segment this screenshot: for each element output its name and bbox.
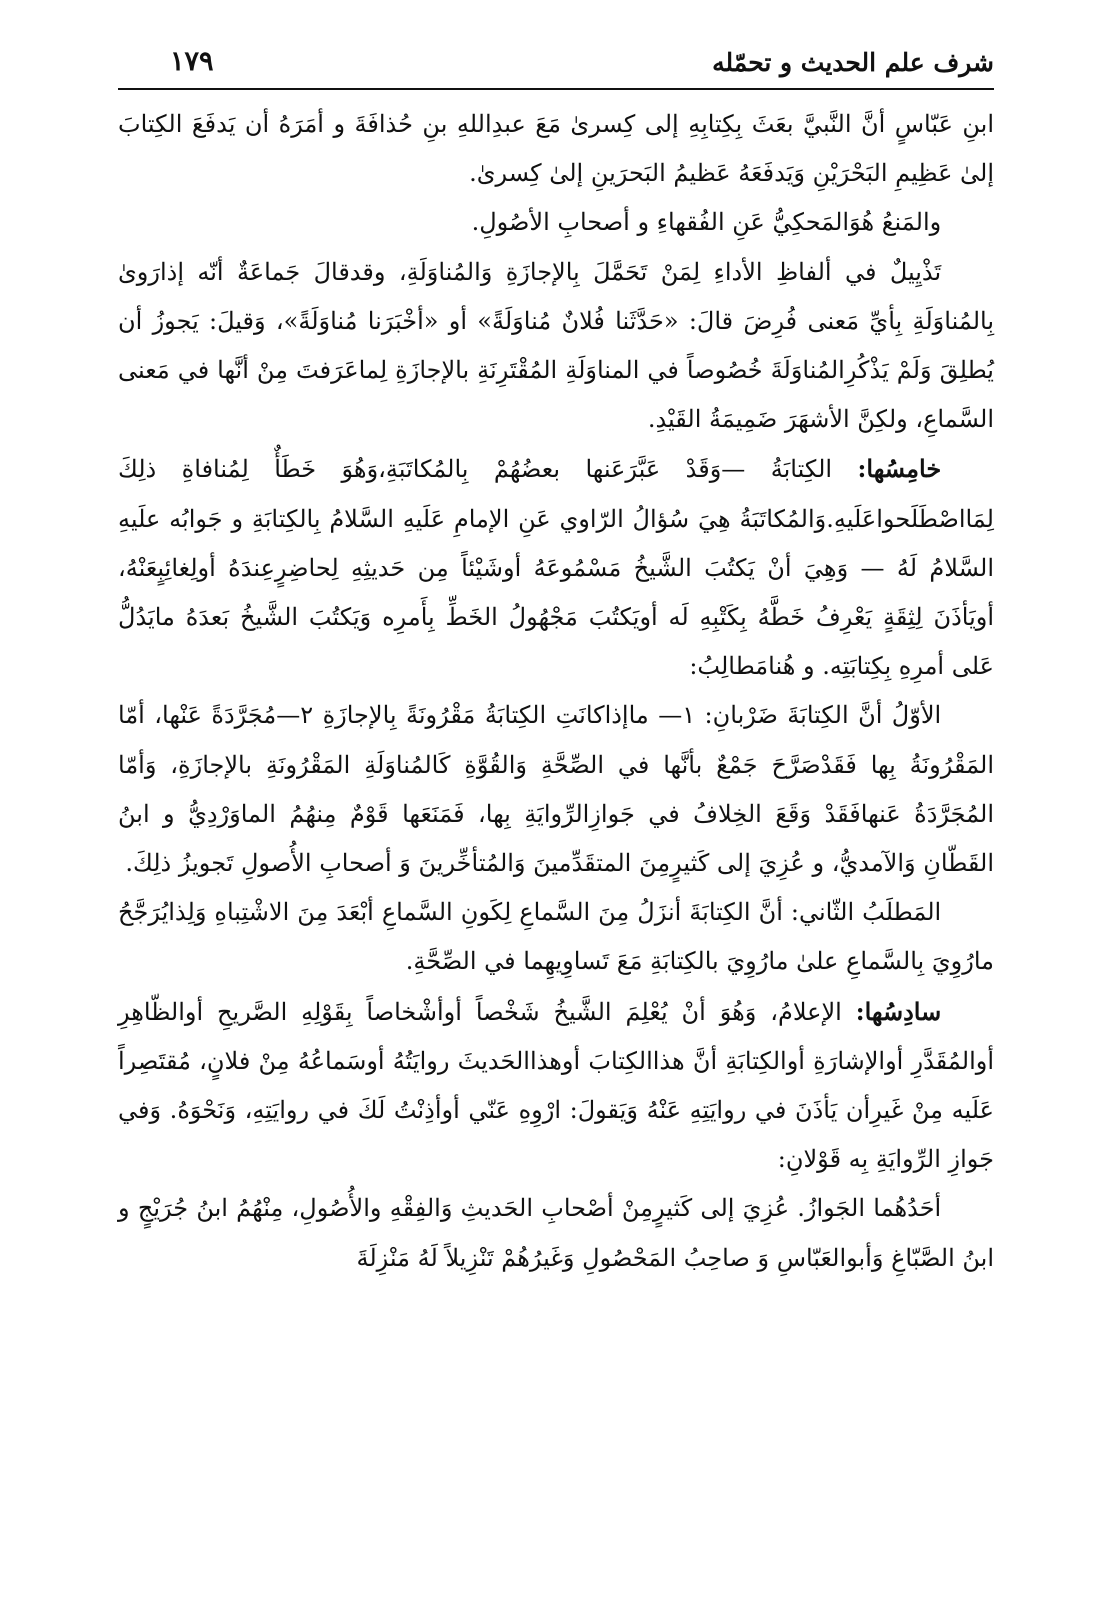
- paragraph-text: الإعلامُ، وَهُوَ أنْ يُعْلِمَ الشَّيخُ شَخْصاً أوأشْخاصاً بِقَوْلِهِ الصَّريحِ أوالظّاهِرِ أوالمُقَدَّرِ أوالإشارَةِ أوالكِتابَةِ أنَّ هذاالكِتابَ أوهذاالحَديثَ روايَتُهُ أوسَماعُهُ مِنْ فلانٍ، مُقتَصِراً عَلَيه مِنْ غَيرِأن يَأذَنَ في روايَتِهِ عَنْهُ وَيَقولَ: ارْوِهِ عَنّي أوأذِنْتُ لَكَ في روايَتِهِ، وَنَحْوَهُ. وَفي جَوازِ الرِّوايَةِ بِه قَوْلانِ:: [118, 997, 994, 1174]
- paragraph-text: الكِتابَةُ —وَقَدْ عَبَّرَعَنها بعضُهُمْ بِالمُكاتَبَةِ،وَهُوَ خَطَأٌ لِمُنافاةِ ذلِكَ لِمَااصْطَلَحواعَلَيهِ.وَالمُكاتَبَةُ هِيَ سُؤالُ الرّاوي عَنِ الإمامِ عَلَيهِ السَّلامُ بِالكِتابَةِ و جَوابُه علَيهِ السَّلامُ لَهُ — وَهِيَ أنْ يَكتُبَ الشَّيخُ مَسْمُوعَهُ أوشَيْئاً مِن حَديثِهِ لِحاضِرٍعِندَهُ أولِغائِبٍعَنْهُ، أويَأذَنَ لِثِقَةٍ يَعْرِفُ خَطَّهُ بِكَتْبِهِ لَه أويَكتُبَ مَجْهُولُ الخَطِّ بِأَمرِه وَيَكتُبَ الشَّيخُ بَعدَهُ مايَدُلُّ عَلى أمرِهِ بِكِتابَتِه. و هُنامَطالِبُ:: [118, 455, 994, 681]
- page-header: [118, 44, 994, 90]
- paragraph-text: ابنِ عَبّاسٍ أنَّ النَّبيَّ بعَثَ بِكِتابِهِ إلى كِسرىٰ مَعَ عبدِاللهِ بنِ حُذافَةَ و أمَرَهُ أن يَدفَعَ الكِتابَ إلىٰ عَظِيمِ البَحْرَيْنِ وَيَدفَعَهُ عَظيمُ البَحرَينِ إلىٰ كِسرىٰ.: [118, 110, 994, 188]
- paragraph: [118, 100, 994, 198]
- paragraph: [118, 198, 994, 247]
- paragraph-text: تَذْيِيلٌ في ألفاظِ الأداءِ لِمَنْ تَحَمَّلَ بِالإجازَةِ وَالمُناوَلَةِ، وقدقالَ جَماعَةٌ أنّه إذارَوىٰ بِالمُناوَلَةِ بِأيِّ مَعنى فُرِضَ قالَ: «حَدَّثَنا فُلانٌ مُناوَلَةً» أو «أخْبَرَنا مُناوَلَةً»، وَقيلَ: يَجوزُ أن يُطلِقَ وَلَمْ يَذْكُرِالمُناوَلَةَ خُصُوصاً في المناوَلَةِ المُقْتَرِنَةِ بالإجازَةِ لِماعَرَفتَ مِنْ أنَّها في مَعنى السَّماعِ، ولكِنَّ الأشهَرَ ضَمِيمَةُ القَيْدِ.: [118, 257, 995, 434]
- paragraph: [118, 888, 994, 986]
- paragraph: [118, 444, 994, 691]
- paragraph-text: أحَدُهُما الجَوازُ. عُزِيَ إلى كَثيرٍمِنْ أصْحابِ الحَديثِ وَالفِقْهِ والأُصُولِ، مِنْهُمُ ابنُ جُرَيْجٍ و ابنُ الصَّبّاغِ وَأبوالعَبّاسِ وَ صاحِبُ المَحْصُولِ وَغَيرُهُمْ تَنْزِيلاً لَهُ مَنْزِلَةَ: [118, 1194, 994, 1272]
- paragraph-text: والمَنعُ هُوَالمَحكِيُّ عَنِ الفُقهاءِ و أصحابِ الأصُولِ.: [471, 208, 942, 237]
- section-lead: سادِسُها:: [855, 996, 942, 1026]
- section-lead: خامِسُها:: [857, 454, 942, 484]
- main-text: [118, 100, 994, 1283]
- paragraph: [118, 1184, 994, 1282]
- paragraph: [118, 987, 994, 1185]
- running-title: شرف علم الحديث و تحمّله: [712, 48, 994, 77]
- paragraph: [118, 248, 994, 445]
- paragraph-text: المَطلَبُ الثّاني: أنَّ الكِتابَةَ أنزَلُ مِنَ السَّماعِ لِكَونِ السَّماعِ أبْعَدَ مِنَ الاشْتِباهِ وَلِذايُرَجَّحُ مارُوِيَ بِالسَّماعِ علىٰ مارُوِيَ بالكِتابَةِ مَعَ تَساوِيهِما في الصِّحَّةِ.: [118, 898, 994, 976]
- paragraph: [118, 691, 994, 888]
- page-number: ١٧٩: [170, 46, 214, 77]
- paragraph-text: الأوّلُ أنَّ الكِتابَةَ ضَرْبانِ: ١— ماإذاكانَتِ الكِتابَةُ مَقْرُونَةً بِالإجازَةِ ٢—مُجَرَّدَةً عَنْها، أمّا المَقْرُونَةُ بِها فَقَدْصَرَّحَ جَمْعٌ بأنَّها في الصِّحَّةِ وَالقُوَّةِ كَالمُناوَلَةِ المَقْرُونَةِ بالإجازَةِ، وَأمّا المُجَرَّدَةُ عَنهافَقَدْ وَقَعَ الخِلافُ في جَوازِالرِّوايَةِ بِها، فَمَنَعَها قَوْمٌ مِنهُمُ الماوَرْدِيُّ و ابنُ القَطّانِ وَالآمديُّ، و عُزِيَ إلى كَثيرٍمِنَ المتقَدِّمينَ وَالمُتأخِّرينَ وَ أصحابِ الأُصولِ تَجويزُ ذلِكَ.: [118, 701, 994, 878]
